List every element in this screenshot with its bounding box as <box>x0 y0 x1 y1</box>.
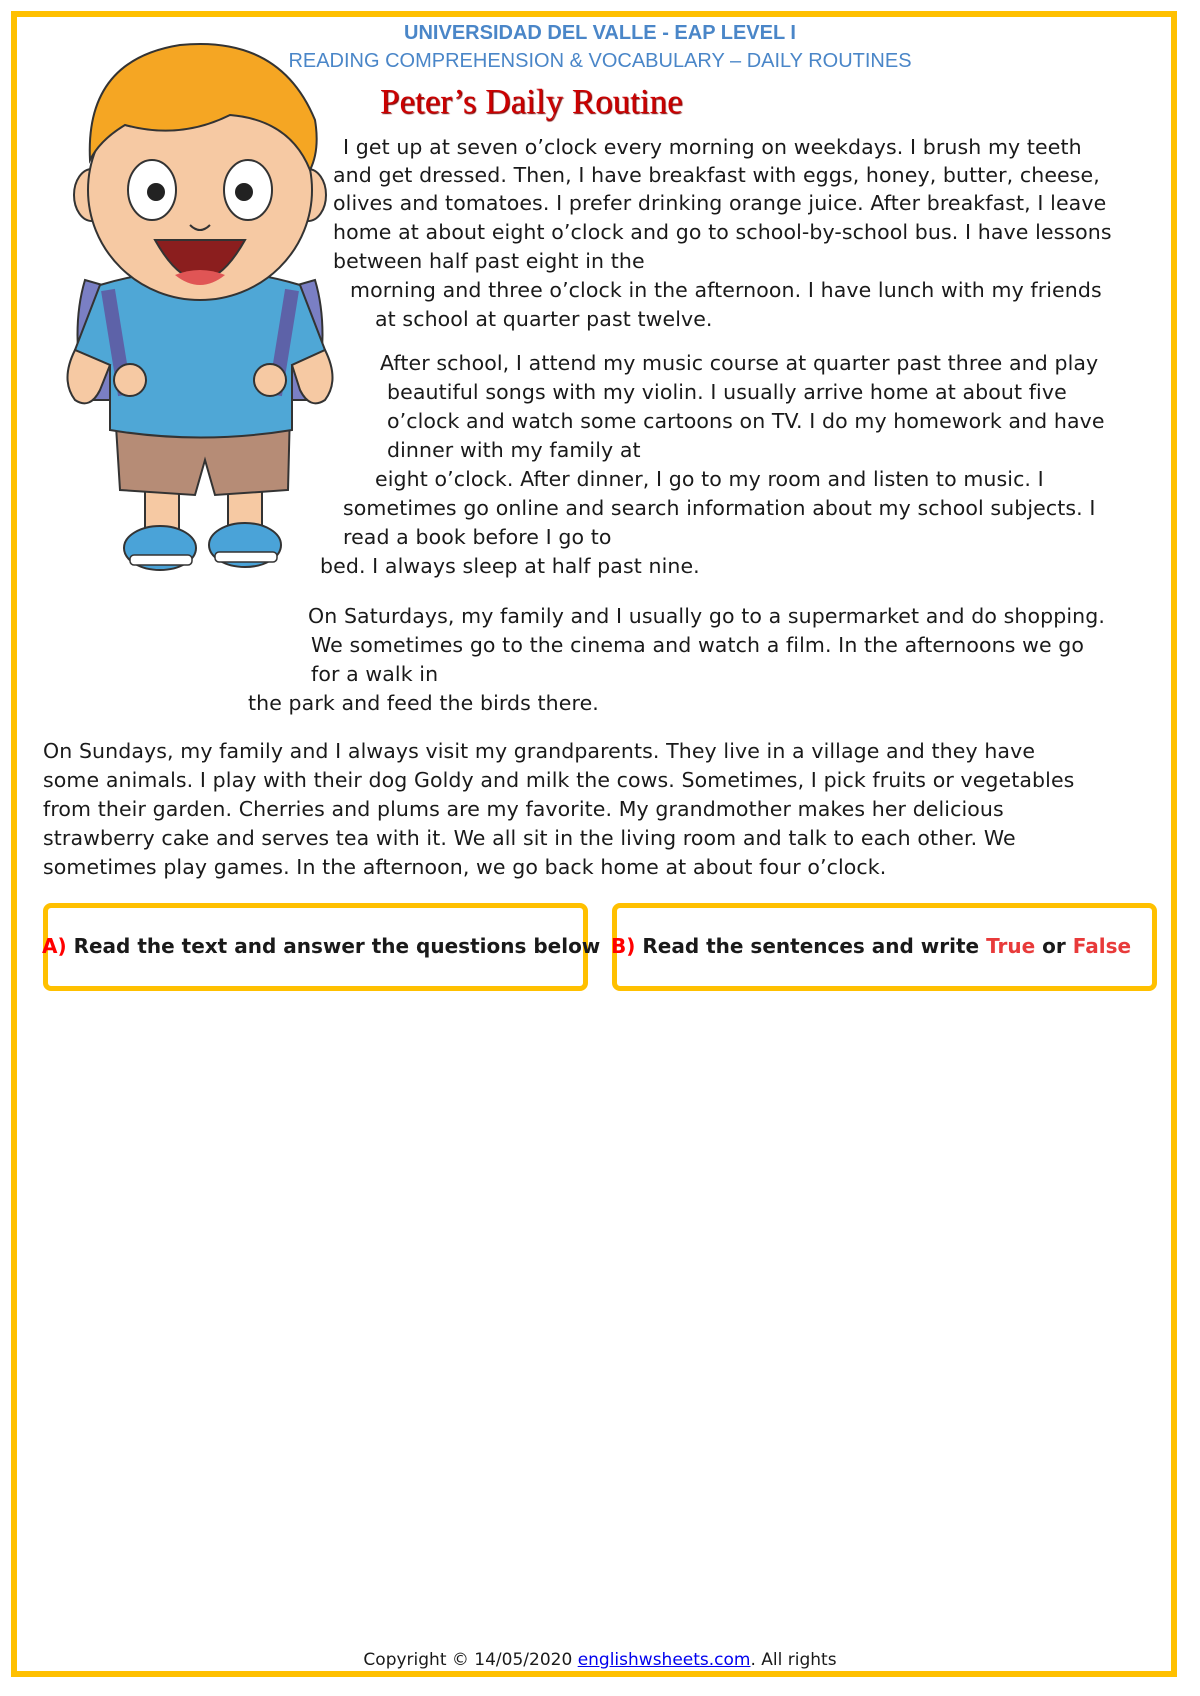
or-word: or <box>1035 934 1073 958</box>
task-b-box <box>612 903 1157 991</box>
text-line: the park and feed the birds there. <box>248 691 599 715</box>
task-a-letter: A) <box>42 934 67 958</box>
header-university: UNIVERSIDAD DEL VALLE - EAP LEVEL I <box>404 22 796 44</box>
false-word: False <box>1072 934 1132 958</box>
text-line: home at about eight o’clock and go to school-by-school bus. I have lessons <box>333 220 1112 244</box>
footer-link[interactable]: englishwsheets.com <box>577 1650 751 1670</box>
header-subtitle: READING COMPREHENSION & VOCABULARY – DAILY ROUTINES <box>288 50 912 72</box>
task-b-text: Read the sentences and write <box>635 934 987 958</box>
text-line: After school, I attend my music course at quarter past three and play <box>380 351 1099 375</box>
footer-prefix: Copyright © 14/05/2020 <box>363 1650 578 1670</box>
text-line: between half past eight in the <box>333 249 645 273</box>
text-line: sometimes go online and search information about my school subjects. I <box>343 496 1096 520</box>
text-line: sometimes play games. In the afternoon, we go back home at about four o’clock. <box>43 855 887 879</box>
text-line: olives and tomatoes. I prefer drinking orange juice. After breakfast, I leave <box>333 191 1107 215</box>
text-line: eight o’clock. After dinner, I go to my room and listen to music. I <box>375 467 1044 491</box>
text-line: from their garden. Cherries and plums are my favorite. My grandmother makes her delicious <box>43 797 1004 821</box>
text-line: morning and three o’clock in the afternoon. I have lunch with my friends <box>350 278 1102 302</box>
task-b-instruction <box>611 934 1131 958</box>
text-line: o’clock and watch some cartoons on TV. I do my homework and have <box>387 409 1105 433</box>
text-line: at school at quarter past twelve. <box>375 307 713 331</box>
text-line: bed. I always sleep at half past nine. <box>320 554 700 578</box>
text-line: and get dressed. Then, I have breakfast with eggs, honey, butter, cheese, <box>333 163 1100 187</box>
text-line: for a walk in <box>311 662 439 686</box>
text-line: We sometimes go to the cinema and watch a film. In the afternoons we go <box>311 633 1085 657</box>
text-line: strawberry cake and serves tea with it. We all sit in the living room and talk to each other. We <box>43 826 1016 850</box>
task-b-letter: B) <box>611 934 636 958</box>
worksheet-title: Peter’s Daily Routine <box>380 82 683 121</box>
task-a-box <box>42 903 601 991</box>
task-a-text: Read the text and answer the questions below <box>66 934 601 958</box>
true-word: True <box>986 934 1036 958</box>
text-line: beautiful songs with my violin. I usually arrive home at about five <box>387 380 1067 404</box>
text-line: I get up at seven o’clock every morning on weekdays. I brush my teeth <box>343 135 1082 159</box>
text-line: read a book before I go to <box>343 525 612 549</box>
task-a-instruction <box>42 934 600 958</box>
text-line: dinner with my family at <box>387 438 641 462</box>
text-line: On Sundays, my family and I always visit my grandparents. They live in a village and they have <box>43 739 1036 763</box>
boy-illustration <box>30 20 370 600</box>
copyright-footer <box>0 1650 1200 1670</box>
footer-suffix: . All rights <box>750 1650 837 1670</box>
text-line: some animals. I play with their dog Goldy and milk the cows. Sometimes, I pick fruits or vegetables <box>43 768 1075 792</box>
text-line: On Saturdays, my family and I usually go to a supermarket and do shopping. <box>308 604 1105 628</box>
